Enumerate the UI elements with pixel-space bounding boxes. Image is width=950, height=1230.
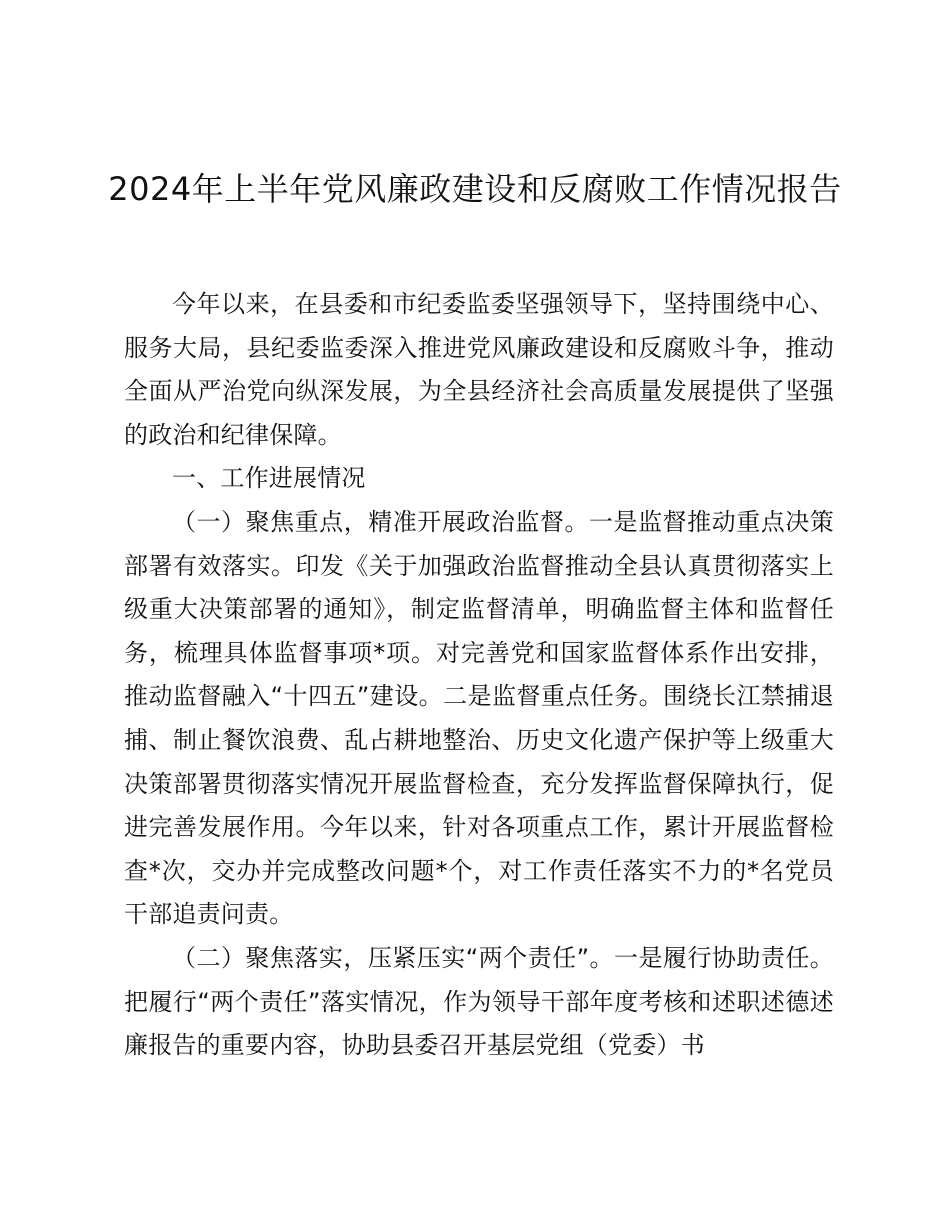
document-title: 2024年上半年党风廉政建设和反腐败工作情况报告 — [108, 170, 842, 208]
subsection-two-responsibilities: （二）聚焦落实，压紧压实“两个责任”。一是履行协助责任。把履行“两个责任”落实情况，作为领导干部年度考核和述职述德述廉报告的重要内容，协助县委召开基层党组（党委）书 — [124, 943, 834, 1060]
intro-paragraph: 今年以来，在县委和市纪委监委坚强领导下，坚持围绕中心、服务大局，县纪委监委深入推进党风廉政建设和反腐败斗争，推动全面从严治党向纵深发展，为全县经济社会高质量发展提供了坚强的政治和纪律保障。 — [124, 290, 834, 449]
subsection-political-supervision: （一）聚焦重点，精准开展政治监督。一是监督推动重点决策部署有效落实。印发《关于加强政治监督推动全县认真贯彻落实上级重大决策部署的通知》，制定监督清单，明确监督主体和监督任务，梳理具体监督事项*项。对完善党和国家监督体系作出安排，推动监督融入“十四五”建设。二是监督重点任务。围绕长江禁捕退捕、制止餐饮浪费、乱占耕地整治、历史文化遗产保护等上级重大决策部署贯彻落实情况开展监督检查，充分发挥监督保障执行，促进完善发展作用。今年以来，针对各项重点工作，累计开展监督检查*次，交办并完成整改问题*个，对工作责任落实不力的*名党员干部追责问责。 — [124, 507, 834, 929]
section-heading-progress: 一、工作进展情况 — [172, 464, 366, 493]
document-body — [124, 283, 834, 1068]
